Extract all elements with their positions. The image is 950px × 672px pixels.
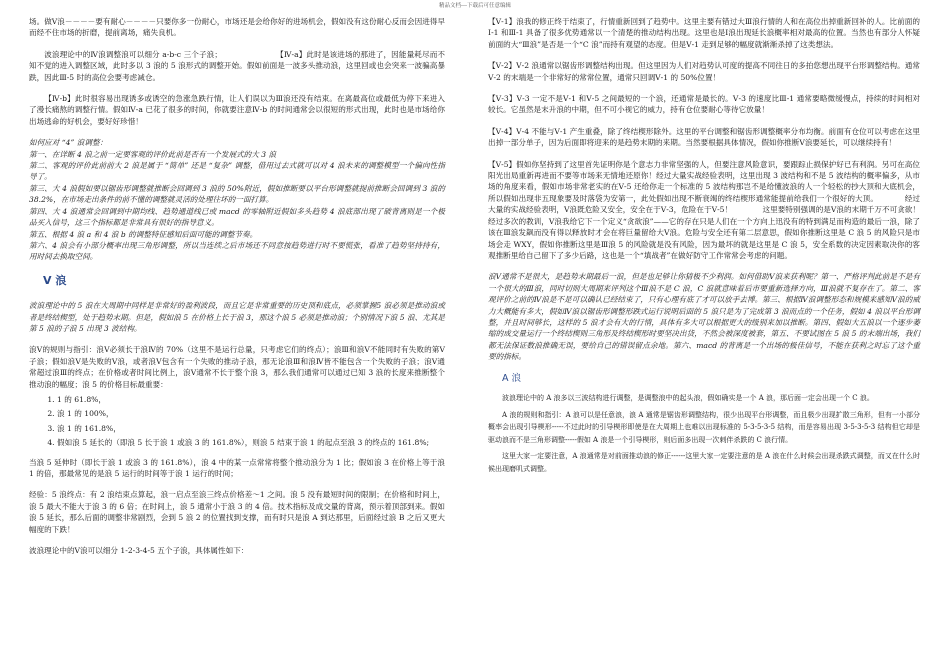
right-column	[488, 16, 920, 480]
paragraph-wave5-experience: 经验：5 浪终点：有 2 浪结束点算起，浪一启点至浪三终点价格差～1 之间。浪 5 没有最短时间的限制；在价格和时间上，浪 5 最大不能大于浪 3 的 6 倍；在时间上，浪 5 通常小于浪 3 的 4 倍。技术指标及成交量的背离，预示着顶部到来。假如浪 5 延长，那么后面的调整非常剧烈，会到 5 浪 2 的位置找到支撑，而有时只是浪 A 到达那里，后面经过浪 B 之后又更大幅度的下跌！	[29, 490, 445, 534]
paragraph-v2: 【Ⅴ-2】Ⅴ-2 浪通常以锯齿形调整结构出现。但这里因为人们对趋势认可度的提高不同往日的多拍您想出现平台形调整结构。通常Ⅴ-2 的末端是一个非常好的常常位置，通常只回调Ⅴ-1 的 50%位置！	[488, 61, 920, 82]
paragraph-v1: 【Ⅴ-1】浪我的修正终于结束了，行情重新回到了趋势中。这里主要有错过大Ⅲ浪行情的人和在高位出掉重新回补的人。比前面的Ⅰ-1 和Ⅲ-1 具备了很多优势通常以一个清楚的推动结构出现。这里也是Ⅰ浪出现延长浪概率相对最高的位置。当然也有部分人怀疑前面的大“Ⅲ浪”是否是一个“C 浪”而持有观望的态度。但是Ⅴ-1 走到足够的幅度就渐渐杀掉了这类想法。	[488, 17, 920, 49]
paragraph-a-intro: 波浪理论中的 A 浪多以三波结构进行调整，是调整浪中的起头浪，假如确实是一个 A 浪，那后面一定会出现一个 C 浪。	[502, 393, 874, 402]
wave5-target-item: 4. 假如浪 5 延长的（即浪 5 长于浪 1 或浪 3 的 161.8%），则浪 5 结束于浪 1 的起点至浪 3 的终点的 161.8%;	[57, 437, 445, 448]
wave5-target-list	[29, 394, 445, 449]
paragraph-v3: 【Ⅴ-3】Ⅴ-3 一定不是Ⅴ-1 和Ⅴ-5 之间最短的一个浪，还通常是最长的。Ⅴ-3 的速度比Ⅲ-1 通常要略微缓慢点，持续的时间相对较长。它虽然是末升浪的中期，但不可小视它的威力，持有仓位要耐心等待它放量！	[488, 94, 920, 115]
paragraph-wave4-b: 【Ⅳ-b】此时很容易出现诱多或诱空的急涨急跌行情，让人们误以为Ⅲ浪还没有结束。在离最高位或最低为停下来进入了漫长痛熬的调整行情。假如Ⅳ-a 已花了很多的时间，你就要注意Ⅳ-b 的时间通常会以很短的形式出现，此时也是市场给你出场逃命的好机会，要好好珍惜！	[29, 94, 445, 126]
strategy-item-1: 第一、在详断 4 浪之前一定要客观的评价此前是否有一个发展式的大 3 浪	[29, 149, 277, 159]
strategy-item-2: 第二、客观的评价此前前大 2 浪是属于 “简单” 还是 “复杂” 调整，借用过去式就可以对 4 浪未来的调整模型一个偏向性指导了。	[29, 161, 445, 182]
paragraph-wave5-extension: 当浪 5 延伸时（即长于浪 1 或浪 3 的 161.8%），浪 4 中的某一点常常将整个推动浪分为 1 比；假如浪 3 在价格上等于浪 1 的倍，那最常见的是浪 5 运行的时间等于浪 1 运行的时间；	[29, 457, 445, 478]
wave5-target-item: 1. 1 的 61.8%，	[57, 394, 445, 405]
strategy-item-5: 第五、根据 4 浪 a 和 4 浪 b 的调整特征感知后面可能的调整节奏。	[29, 229, 258, 239]
paragraph-intro: 场。做Ⅴ浪－－－－要有耐心－－－－只要你多一份耐心，市场还是会给你好的进场机会，假如没有这份耐心反而会因进得早而经不住市场的折磨，提前离场，痛失良机。	[29, 17, 445, 38]
paragraph-wave5-subwaves: 波浪理论中的Ⅴ浪可以细分 1-2-3-4-5 五个子浪，具体属性如下：	[29, 546, 249, 556]
paragraph-wave5-rules: 浪Ⅴ的规则与指引：浪Ⅴ必须长于浪Ⅳ的 70%（这里不是运行总量，只考虑它们的终点）；浪Ⅲ和浪Ⅴ不能同时有失败的第Ⅴ子浪；假如浪Ⅴ是失败的Ⅴ浪，或者浪Ⅴ包含有一个失败的推动子浪，那无论浪Ⅲ和浪Ⅳ皆不能包含一个失败的子浪；浪Ⅴ通常超过浪Ⅲ的终点；在价格或者时间比例上，浪Ⅴ通常不长于整个浪 3，那么我们通常可以通过已知 3 浪的长度来推断整个推动浪的幅度；浪 5 的价格目标最重要：	[29, 345, 445, 389]
paragraph-a-rules: A 浪的规则和指引：A 浪可以是任意浪，浪 A 通常是锯齿形调整结构，很少出现平台形调整，而且极少出现扩散三角形，但有一小部分概率会出现引导楔形-----不过此时的引导楔形即使是在大周期上也难以出现标准的 5-3-5-3-5 结构，而是容易出现 3-5-3-5-3 结构但它却是驱动浪而不是三角形调整-----假如 A 浪是一个引导楔形，则后面多出现一次刺伴杀跌的 C 浪行情。	[488, 410, 920, 444]
strategy-item-3: 第三、大 4 浪假如要以锯齿形调整就推断会回调到 3 浪的 50%附近，假如推断要以平台形调整就提前推断会回调到 3 浪的 38.2%，在市场走出条件的前不懂的调整就灵活的处理往坏的一面打算。	[29, 183, 445, 205]
paragraph-wave5-intro: 波浪理论中的 5 浪在大周期中同样是非常好的盈利波段，而且它是非常重要的历史顶和底点，必须掌握5 浪必须是推动浪或者是终结楔型，处于趋势末期。但是，假如浪 5 在价格上长于浪 3，那这个浪 5 必须是推动浪；个别情况下浪 5 浪、尤其是第 5 浪的子浪 5 出现 3 波结构。	[29, 301, 445, 333]
wave5-target-item: 3. 浪 1 的 161.8%，	[57, 423, 445, 434]
strategy-item-4: 第四、大 4 浪通常会回调到中期均线、趋势通道线已或 macd 的零轴附近假如多头趋势 4 浪底部出现了破背离则是一个极品买入信号，这三个指标都是非常具有很好的指导意义。	[29, 206, 445, 228]
heading-wave-a: A 浪	[502, 372, 522, 384]
paragraph-v5: 【Ⅴ-5】假如你坚持到了这里首先证明你是个意志力非常坚强的人，但要注意风险意识，要跟踪止损保护好已有利润。另可在高位阳光出局重新再进而不要等市场来无情地还原你！经过大量实战经验表明，这里出现 3 波结构和不是 5 波结构的概率偏多，从市场的角度来看，假如市场非常老实的在Ⅴ-5 还给你走一个标准的 5 波结构那岂不是给懂波浪的人一个轻松的抄大顶和大底机会，所以假如出现非五现象要及时落袋为安第一，此处假如出现不断衰竭的终结楔形通常能提前给我们一个很好的大顶。 经过大量的实战经验表明，Ⅴ浪既危险又安全，安全在于Ⅴ-3，危险在于Ⅴ-5！ 这里要特别强调的是Ⅴ浪的末期千万不可贪欲！经过多次的教训，Ⅴ浪我给它下一个定义“贪欲浪”——它的存在只是人们在一个方向上迅没有的特到满足而构造的最后一浪，除了该在Ⅲ浪发飙而没有得以释放时才会在将巨量留给大Ⅴ浪。危险与安全还有第二层意思，假如你推断这里是 C 浪 5 的风险只是市场会走 WXY，假如你推断这里是Ⅲ浪 5 的风险就是没有风险，因为最坏的就是这里是 C 浪 5，安全系数的决定因素取决你的客观推断里给自己留下了多少后路，这也是一个“填战者”在做好防守工作常常会考虑的问题。	[488, 159, 920, 260]
paragraph-v4: 【Ⅴ-4】Ⅴ-4 不能与Ⅴ-1 产生重叠，除了终结楔形除外。这里的平台调整和锯齿形调整概率分布均衡。前面有仓位可以考虑在这里出掉一部分单子，因为后面即将迎来的是趋势末期的来期。当然要根据具体情况，假如你推断Ⅴ浪要延长，可以继续持有！	[488, 126, 920, 148]
page-header: 精品文档---下载后可任意编辑	[439, 3, 511, 9]
heading-wave5: V 浪	[43, 273, 67, 287]
paragraph-a-note: 这里大家一定要注意，A 浪通常是对前面推动浪的修正------这里大家一定要注意的是 A 浪在什么时候会出现杀跌式调整，而又在什么时候出现磨叽式调整。	[488, 452, 920, 473]
left-column	[29, 16, 445, 560]
paragraph-v5-profit: 浪Ⅴ通常不是很大，是趋势末期最后一浪，但是也足够让你猜极不少利润。如何借助Ⅴ浪来获利呢？第一、严格评判此前是不是有一个很大的Ⅲ浪，同时切则大周期来评判这个Ⅲ浪不是 C 浪，C 浪就意味着后市要重新选择方向，Ⅲ浪就不复存在了。第二、客观评价之前的Ⅳ浪是不是可以确认已经结束了，只有心理有底了才可以放手去博。第三、根据Ⅳ浪调整形态和规模来感知Ⅴ浪的威力大概能有多大，假如Ⅳ浪以锯齿形调整形跌式运行说明后面的 5 浪只是为了完成第 3 浪而点的一个任务，假如 4 浪以平台形调整，并且时间够长，这样的 5 浪才会有大的行情，具体有多大可以根据更大的级别来加以推断。第四、假如大五浪以一个逐步萎缩的成交量运行一个终结楔则三角形及终结楔形时要坚决出货，不然会被深度被套，第五、不要试图在 5 浪 5 的末端出场，我们都无法保证数浪推确无误，要给自己的错误留点余地。第六、macd 的背离是一个出场的极佳信号，不能在获利之时忘了这个重要的指标。	[488, 272, 920, 362]
paragraph-wave4-a: 波浪理论中的Ⅳ浪调整浪可以细分 a-b-c 三个子浪； 【Ⅳ-a】此时是该进场的那进了，因能量耗尽而不知不觉的进入调整区域，此时多以 3 浪的 5 浪形式的调整开始。假如前面是一波多头推动浪，这里回或也会突来一波骗高暴跌，因此Ⅲ-5 时的高位会要考虑减仓。	[29, 49, 445, 82]
strategy-title: 如何应对 “4” 浪调整：	[29, 138, 108, 148]
wave4-strategy-list	[29, 137, 445, 262]
strategy-item-6: 第六、4 浪会有小部分概率出现三角形调整，所以当连续之后市场还不同意按趋势进行时不要慌张，看准了趋势坚持持有，用时间去换取空间。	[29, 240, 445, 262]
wave5-target-item: 2. 浪 1 的 100%，	[57, 408, 445, 419]
